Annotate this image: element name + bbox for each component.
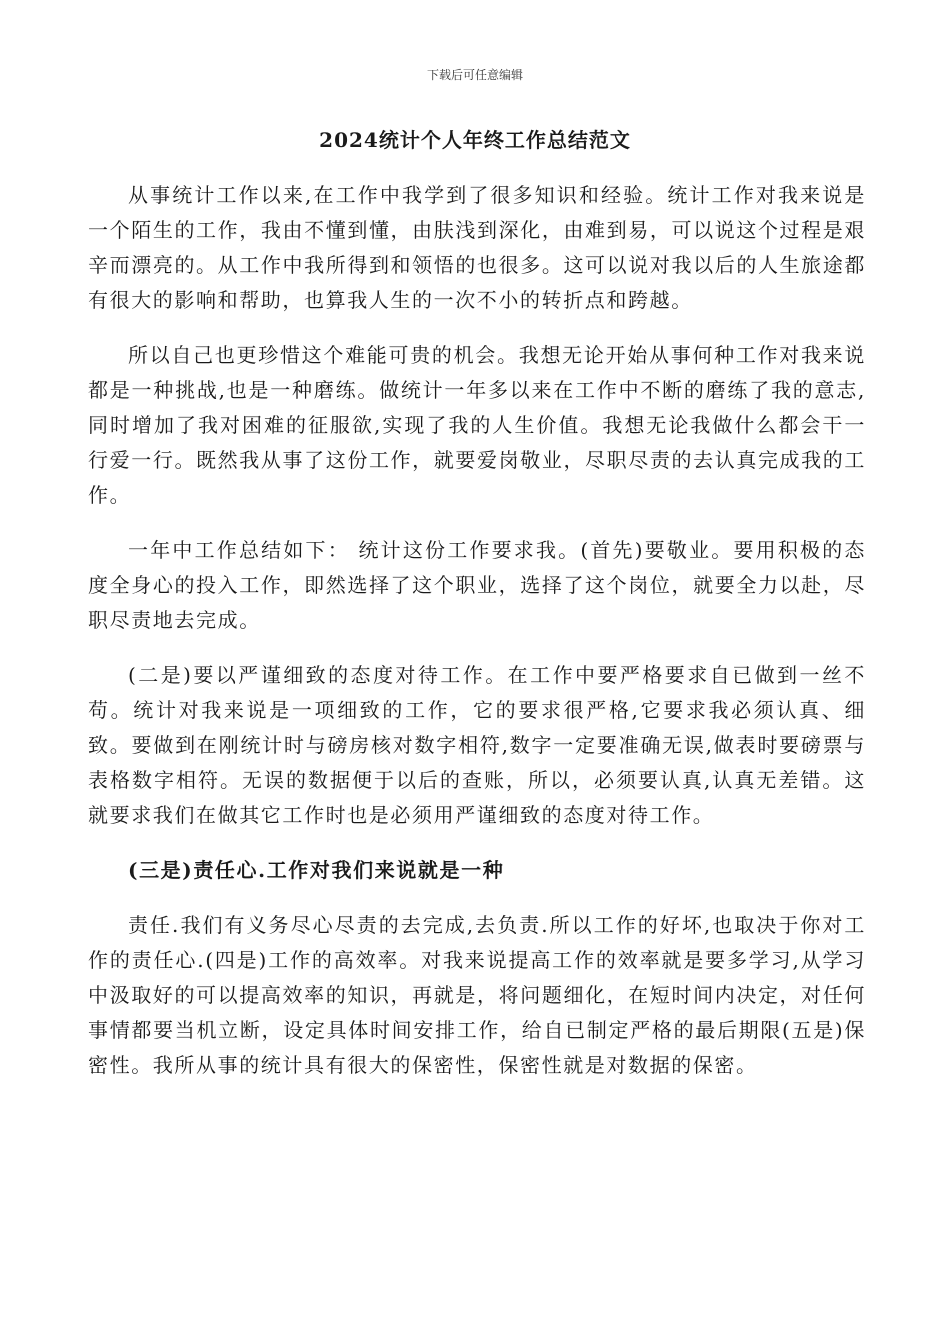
paragraph: 一年中工作总结如下： 统计这份工作要求我。(首先)要敬业。要用积极的态度全身心的投入工作，即然选择了这个职业，选择了这个岗位，就要全力以赴，尽职尽责地去完成。 xyxy=(88,538,866,632)
header-note: 下载后可任意编辑 xyxy=(426,68,523,82)
paragraph: 责任.我们有义务尽心尽责的去完成,去负责.所以工作的好坏,也取决于你对工作的责任心.(四是)工作的高效率。对我来说提高工作的效率就是要多学习,从学习中汲取好的可以提高效率的知识，再就是，将问题细化，在短时间内决定，对任何事情都要当机立断，设定具体时间安排工作，给自已制定严格的最后期限(五是)保密性。我所从事的统计具有很大的保密性，保密性就是对数据的保密。 xyxy=(88,913,866,1077)
section-heading: (三是)责任心.工作对我们来说就是一种 xyxy=(128,858,505,882)
paragraph: (二是)要以严谨细致的态度对待工作。在工作中要严格要求自已做到一丝不苟。统计对我来说是一项细致的工作，它的要求很严格,它要求我必须认真、细致。要做到在刚统计时与磅房核对数字相符,数字一定要准确无误,做表时要磅票与表格数字相符。无误的数据便于以后的查账，所以，必须要认真,认真无差错。这就要求我们在做其它工作时也是必须用严谨细致的态度对待工作。 xyxy=(88,663,866,827)
document-body xyxy=(88,178,866,1103)
document-title: 2024统计个人年终工作总结范文 xyxy=(319,128,631,152)
paragraph: 从事统计工作以来,在工作中我学到了很多知识和经验。统计工作对我来说是一个陌生的工作，我由不懂到懂，由肤浅到深化，由难到易，可以说这个过程是艰辛而漂亮的。从工作中我所得到和领悟的也很多。这可以说对我以后的人生旅途都有很大的影响和帮助，也算我人生的一次不小的转折点和跨越。 xyxy=(88,183,866,312)
paragraph: 所以自己也更珍惜这个难能可贵的机会。我想无论开始从事何种工作对我来说都是一种挑战,也是一种磨练。做统计一年多以来在工作中不断的磨练了我的意志,同时增加了我对困难的征服欲,实现了我的人生价值。我想无论我做什么都会干一行爱一行。既然我从事了这份工作，就要爱岗敬业，尽职尽责的去认真完成我的工作。 xyxy=(88,343,866,507)
